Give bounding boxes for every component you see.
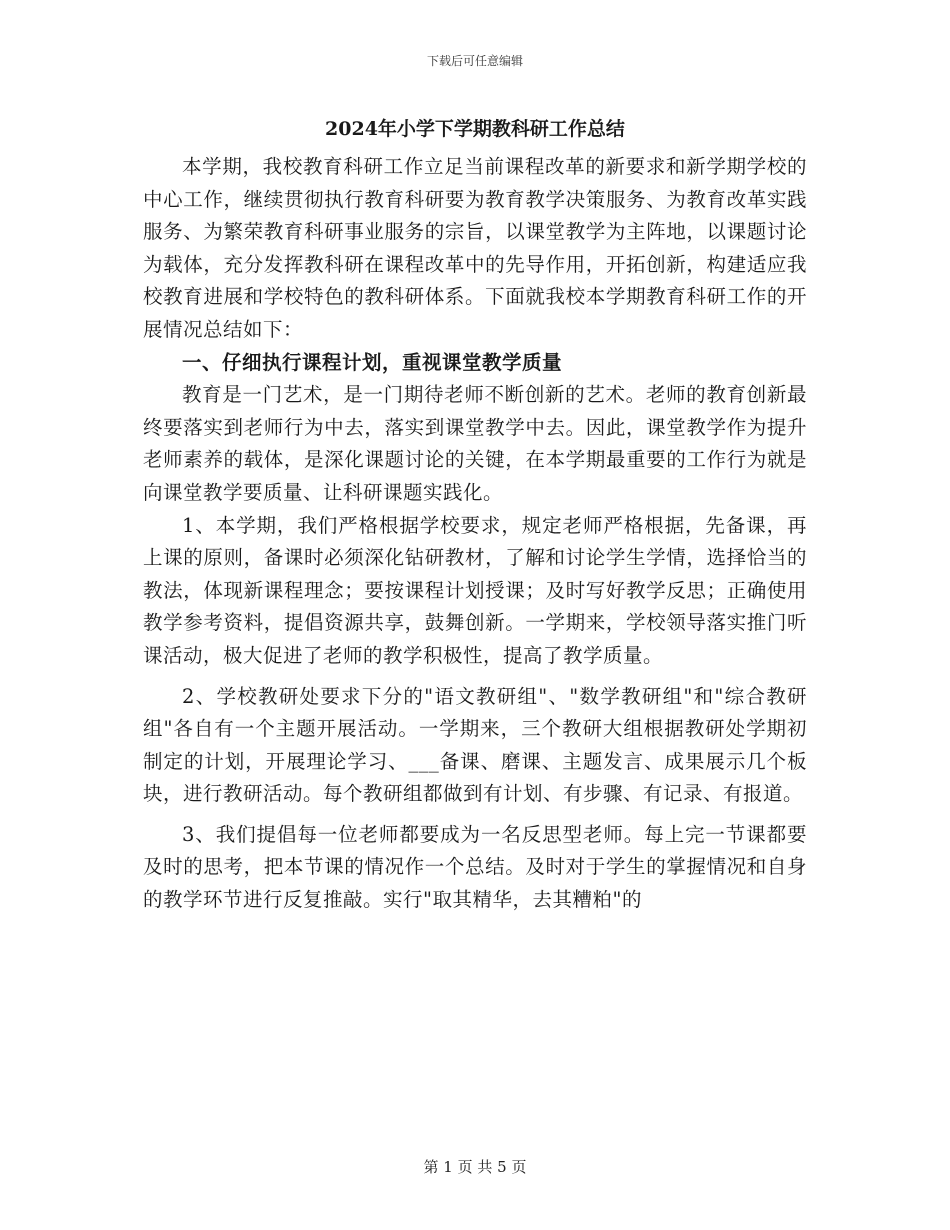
- section-heading: 一、仔细执行课程计划，重视课堂教学质量: [182, 350, 563, 374]
- document-title: 2024年小学下学期教科研工作总结: [325, 118, 625, 140]
- page-header-note: 下载后可任意编辑: [426, 54, 523, 68]
- document-body: [143, 151, 807, 917]
- body-paragraph: 3、我们提倡每一位老师都要成为一名反思型老师。每上完一节课都要及时的思考，把本节课的情况作一个总结。及时对于学生的掌握情况和自身的教学环节进行反复推敲。实行"取其精华，去其糟粕"的: [143, 822, 807, 912]
- intro-paragraph: 本学期，我校教育科研工作立足当前课程改革的新要求和新学期学校的中心工作，继续贯彻执行教育科研要为教育教学决策服务、为教育改革实践服务、为繁荣教育科研事业服务的宗旨，以课堂教学为主阵地，以课题讨论为载体，充分发挥教科研在课程改革中的先导作用，开拓创新，构建适应我校教育进展和学校特色的教科研体系。下面就我校本学期教育科研工作的开展情况总结如下：: [143, 155, 807, 341]
- page-number: 第 1 页 共 5 页: [423, 1158, 527, 1176]
- body-paragraph: 教育是一门艺术，是一门期待老师不断创新的艺术。老师的教育创新最终要落实到老师行为中去，落实到课堂教学中去。因此，课堂教学作为提升老师素养的载体，是深化课题讨论的关键，在本学期最重要的工作行为就是向课堂教学要质量、让科研课题实践化。: [143, 383, 807, 504]
- body-paragraph: 2、学校教研处要求下分的"语文教研组"、"数学教研组"和"综合教研组"各自有一个主题开展活动。一学期来，三个教研大组根据教研处学期初制定的计划，开展理论学习、___备课、磨课、主题发言、成果展示几个板块，进行教研活动。每个教研组都做到有计划、有步骤、有记录、有报道。: [143, 684, 807, 806]
- body-paragraph: 1、本学期，我们严格根据学校要求，规定老师严格根据，先备课，再上课的原则，备课时必须深化钻研教材，了解和讨论学生学情，选择恰当的教法，体现新课程理念；要按课程计划授课；及时写好教学反思；正确使用教学参考资料，提倡资源共享，鼓舞创新。一学期来，学校领导落实推门听课活动，极大促进了老师的教学积极性，提高了教学质量。: [143, 513, 807, 667]
